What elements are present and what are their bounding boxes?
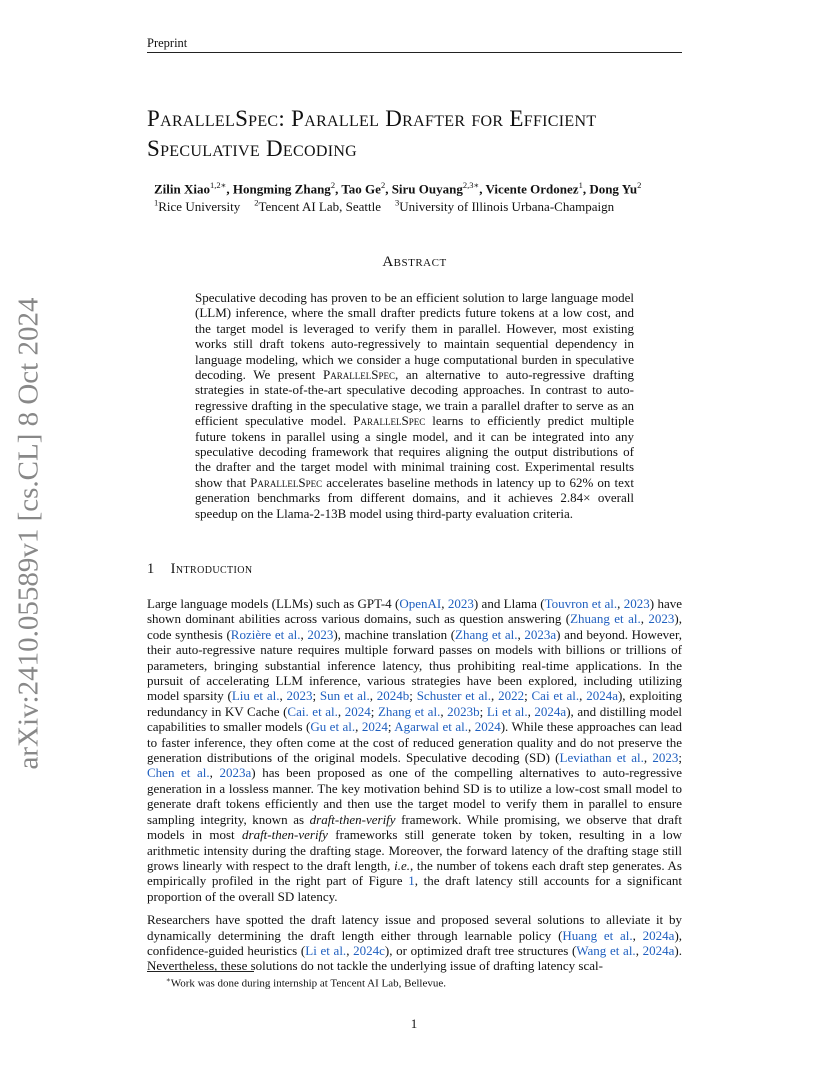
citation-link[interactable]: 2023 bbox=[623, 596, 650, 611]
body-text: ; bbox=[479, 703, 487, 719]
body-text: , bbox=[640, 611, 649, 627]
body-text: ), and distilling model capabilities to smaller models ( bbox=[147, 703, 683, 735]
citation-link[interactable]: 2024c bbox=[353, 942, 385, 958]
emphasis-text: draft-then-verify bbox=[242, 827, 328, 843]
body-text: ; bbox=[524, 688, 532, 704]
section-number: 1 bbox=[147, 561, 155, 577]
citation-link[interactable]: 2023 bbox=[648, 611, 675, 627]
citation-link[interactable]: 2023 bbox=[286, 688, 313, 704]
affiliation-mark: 1 bbox=[154, 198, 159, 208]
author-affiliation-mark: 2 bbox=[330, 180, 336, 190]
footnote-rule bbox=[147, 971, 254, 972]
footnote-text: Work was done during internship at Tencent AI Lab, Bellevue. bbox=[170, 977, 446, 990]
citation-link[interactable]: 1 bbox=[408, 873, 415, 889]
body-text: , bbox=[579, 688, 587, 704]
citation-link[interactable]: 2024a bbox=[642, 927, 675, 943]
body-text: ; bbox=[387, 719, 395, 735]
affiliation-name: University of Illinois Urbana-Champaign bbox=[399, 199, 615, 215]
body-text: ; bbox=[312, 688, 320, 704]
citation-link[interactable]: Gu et al. bbox=[310, 719, 356, 735]
title-line-1: ParallelSpec: Parallel Drafter for Efficient bbox=[147, 106, 597, 131]
body-text: , bbox=[517, 626, 525, 642]
body-text: ) has been proposed as one of the compelling alternatives to auto-regressive generation in a lossless manner. The key motivation behind SD is to utilize a low-cost small model to generate draft tokens efficiently and then use the target model to verify them in parallel to ensure sampling integrity, known as bbox=[147, 765, 682, 827]
affiliation-mark: 3 bbox=[395, 198, 400, 208]
citation-link[interactable]: 2024 bbox=[361, 719, 388, 735]
footnote-mark: ∗ bbox=[166, 976, 171, 984]
author-affiliation-mark: 2 bbox=[637, 180, 642, 190]
author-affiliation-mark: 2 bbox=[380, 180, 386, 190]
body-text: ). Nevertheless, these solutions do not tackle the underlying issue of drafting latency scal- bbox=[147, 942, 682, 974]
body-text: , bbox=[440, 703, 448, 719]
citation-link[interactable]: 2023 bbox=[652, 750, 679, 766]
body-text: , bbox=[279, 688, 287, 704]
body-text: , bbox=[369, 688, 377, 704]
body-text: , bbox=[337, 703, 345, 719]
affiliation bbox=[254, 199, 381, 214]
body-text: ), exploiting redundancy in KV Cache ( bbox=[147, 688, 683, 719]
citation-link[interactable]: 2023b bbox=[447, 703, 480, 719]
citation-link[interactable]: Li et al. bbox=[486, 703, 528, 719]
abstract-heading: Abstract bbox=[382, 254, 447, 270]
citation-link[interactable]: 2024b bbox=[376, 688, 410, 704]
body-text: framework. While promising, we observe that draft models in most bbox=[147, 811, 682, 843]
author-name: Siru Ouyang bbox=[391, 181, 463, 197]
body-text: , the number of tokens each draft step generates. As empirically profiled in the right part of Figure bbox=[147, 857, 682, 889]
body-text: , bbox=[632, 927, 643, 943]
body-text: ; bbox=[409, 688, 417, 704]
body-text: ) and Llama ( bbox=[473, 596, 545, 611]
body-text: ) have shown dominant abilities across various domains, such as question answering ( bbox=[147, 596, 683, 627]
intro-paragraph-2 bbox=[147, 912, 682, 974]
citation-link[interactable]: Chen et al. bbox=[147, 765, 210, 781]
citation-link[interactable]: Rozière et al. bbox=[230, 626, 301, 642]
citation-link[interactable]: Sun et al. bbox=[319, 688, 370, 704]
affiliation-mark: 2 bbox=[254, 198, 259, 208]
body-text: , bbox=[300, 626, 308, 642]
citation-link[interactable]: 2023a bbox=[219, 765, 252, 781]
running-header: Preprint bbox=[147, 36, 188, 50]
citation-link[interactable]: 2024a bbox=[642, 942, 675, 958]
author-affiliation-mark: 1 bbox=[578, 180, 583, 190]
citation-link[interactable]: Zhang et al. bbox=[455, 626, 518, 642]
footnote bbox=[166, 976, 446, 990]
body-text: , bbox=[209, 765, 220, 781]
method-name: ParallelSpec bbox=[323, 367, 395, 383]
author-list bbox=[154, 180, 684, 197]
citation-link[interactable]: 2023a bbox=[524, 626, 557, 642]
citation-link[interactable]: 2023 bbox=[447, 596, 474, 611]
citation-link[interactable]: 2023 bbox=[307, 626, 334, 642]
page-number: 1 bbox=[410, 1016, 418, 1031]
intro-paragraph-1 bbox=[147, 596, 682, 904]
citation-link[interactable]: Agarwal et al. bbox=[394, 719, 468, 735]
title-line-2: Speculative Decoding bbox=[147, 136, 358, 161]
body-text: , bbox=[527, 703, 535, 719]
citation-link[interactable]: Huang et al. bbox=[562, 927, 633, 943]
citation-link[interactable]: 2024a bbox=[586, 688, 618, 704]
citation-link[interactable]: Zhuang et al. bbox=[570, 611, 641, 627]
author-name: Zilin Xiao bbox=[154, 181, 210, 197]
author-separator: , bbox=[479, 181, 486, 197]
citation-link[interactable]: Cai. et al. bbox=[287, 703, 338, 719]
author-separator: , bbox=[335, 181, 342, 197]
arxiv-stamp-text: arXiv:2410.05589v1 [cs.CL] 8 Oct 2024 bbox=[12, 297, 45, 769]
affiliation bbox=[395, 199, 614, 214]
affiliation-name: Rice University bbox=[158, 199, 241, 215]
citation-link[interactable]: 2024 bbox=[474, 719, 501, 735]
author-name: Dong Yu bbox=[589, 181, 638, 197]
body-text: ; bbox=[370, 703, 378, 719]
body-text: , bbox=[346, 942, 354, 958]
body-text: , bbox=[441, 596, 448, 611]
body-text: , bbox=[617, 596, 624, 611]
citation-link[interactable]: Liu et al. bbox=[231, 688, 280, 704]
body-text: Large language models (LLMs) such as GPT-4 ( bbox=[147, 596, 400, 611]
abstract-text: , an alternative to auto-regressive drafting strategies in state-of-the-art speculative decoding approaches. In contrast to auto-regressive drafting in the speculative stage, we train a parallel drafter to serve as an efficient speculative model. bbox=[195, 367, 634, 429]
abstract-text: Speculative decoding has proven to be an efficient solution to large language model (LLM) inference, where the small drafter predicts future tokens at a low cost, and the target model is leveraged to verify them in parallel. However, most existing works still draft tokens auto-regressively to maintain sequential dependency in language modeling, which we consider a huge computational burden in speculative decoding. We present bbox=[195, 290, 634, 383]
section-title: Introduction bbox=[170, 561, 253, 577]
citation-link[interactable]: 2024 bbox=[344, 703, 371, 719]
citation-link[interactable]: OpenAI bbox=[399, 596, 442, 611]
author-separator: , bbox=[582, 181, 590, 197]
emphasis-text: i.e. bbox=[394, 857, 410, 873]
affiliation bbox=[154, 199, 240, 214]
body-text: ), machine translation ( bbox=[333, 626, 456, 642]
abstract-body bbox=[195, 290, 634, 521]
body-text: ; bbox=[678, 750, 682, 766]
body-text: ) and beyond. However, their auto-regressive nature requires multiple forward passes on models with billions or trillions of parameters, bringing substantial inference latency, thus prohibiting real-time applications. In the pursuit of accelerating LLM inference, various strategies have been explored, including utilizing model sparsity ( bbox=[147, 626, 683, 704]
author-name: Hongming Zhang bbox=[232, 181, 331, 197]
emphasis-text: draft-then-verify bbox=[309, 811, 396, 827]
body-text: ), code synthesis ( bbox=[147, 611, 682, 642]
body-text: frameworks still generate token by token, resulting in a low arithmetic intensity during the drafting stage. Moreover, the forward latency of the drafting stage still grows linearly with respect to the draft length, bbox=[147, 827, 682, 873]
author-affiliation-mark: 1,2∗ bbox=[210, 180, 227, 190]
body-text: ), or optimized draft tree structures ( bbox=[384, 942, 577, 958]
paper-title bbox=[147, 104, 692, 164]
citation-link[interactable]: Cai et al. bbox=[531, 688, 580, 704]
body-text: , bbox=[467, 719, 475, 735]
author-affiliation-mark: 2,3∗ bbox=[462, 180, 480, 190]
abstract-text: learns to efficiently predict multiple future tokens in parallel using a single model, and it can be integrated into any speculative decoding framework that requires aligning the output distributions of the drafter and the target model with minimal training cost. Experimental results show that bbox=[195, 413, 634, 490]
body-text: , bbox=[491, 688, 499, 704]
body-text: ). While these approaches can lead to faster inference, they often come at the cost of reduced generation quality and do not preserve the generation distributions of the original models. Speculative decoding (SD) ( bbox=[147, 719, 682, 766]
citation-link[interactable]: 2024a bbox=[534, 703, 567, 719]
citation-link[interactable]: Zhang et al. bbox=[377, 703, 441, 719]
citation-link[interactable]: Li et al. bbox=[305, 942, 347, 958]
body-text: , bbox=[355, 719, 362, 735]
affiliation-name: Tencent AI Lab, Seattle bbox=[258, 199, 382, 215]
author-name: Vicente Ordonez bbox=[485, 181, 579, 197]
citation-link[interactable]: Wang et al. bbox=[576, 942, 636, 958]
affiliation-list bbox=[154, 198, 684, 215]
body-text: , bbox=[643, 750, 653, 766]
body-text: , bbox=[635, 942, 643, 958]
section-heading bbox=[147, 561, 682, 578]
body-text: Researchers have spotted the draft latency issue and proposed several solutions to alleviate it by dynamically determining the draft length either through learnable policy ( bbox=[147, 912, 682, 943]
arxiv-stamp bbox=[4, 298, 54, 768]
body-text: ), confidence-guided heuristics ( bbox=[147, 927, 683, 958]
method-name: ParallelSpec bbox=[250, 474, 323, 490]
citation-link[interactable]: 2022 bbox=[498, 688, 525, 704]
citation-link[interactable]: Touvron et al. bbox=[544, 596, 618, 611]
citation-link[interactable]: Leviathan et al. bbox=[559, 750, 644, 766]
author-name: Tao Ge bbox=[341, 181, 381, 197]
header-rule bbox=[147, 52, 682, 53]
author-separator: , bbox=[226, 181, 233, 197]
body-text: , the draft latency still accounts for a significant proportion of the overall SD latency. bbox=[147, 873, 682, 904]
citation-link[interactable]: Schuster et al. bbox=[416, 688, 492, 704]
method-name: ParallelSpec bbox=[353, 413, 426, 429]
author-separator: , bbox=[385, 181, 392, 197]
abstract-text: accelerates baseline methods in latency up to 62% on text generation benchmarks from different domains, and it achieves 2.84× overall speedup on the Llama-2-13B model using third-party evaluation criteria. bbox=[195, 474, 634, 521]
introduction-body bbox=[147, 596, 682, 982]
